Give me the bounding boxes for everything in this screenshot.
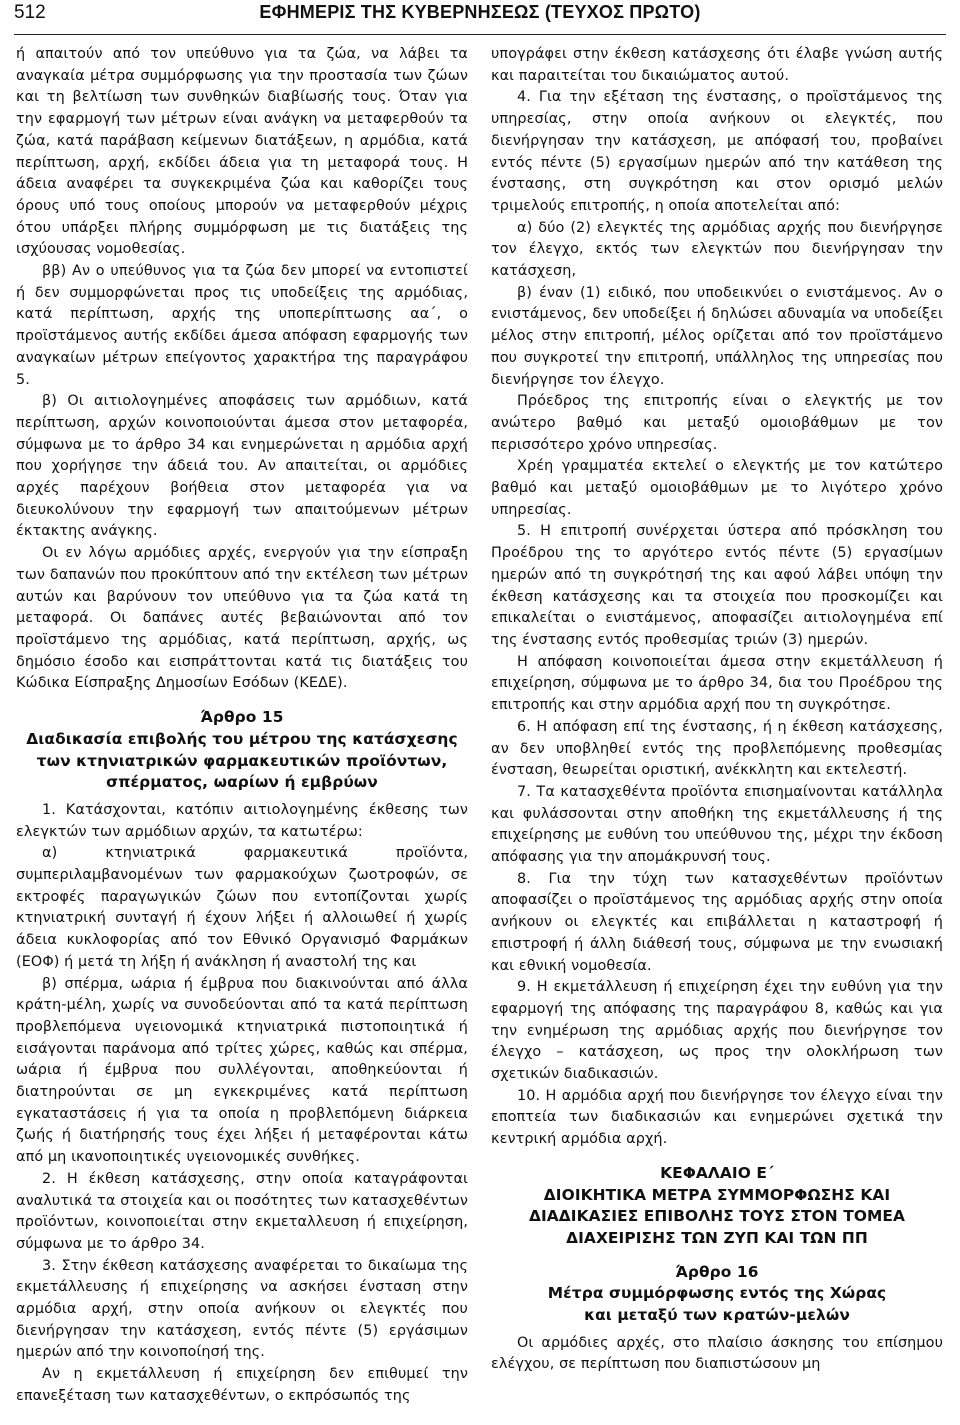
paragraph: Οι αρμόδιες αρχές, στο πλαίσιο άσκησης του επίσημου ελέγχου, σε περίπτωση που διαπιστώσουν μη: [491, 1334, 943, 1373]
paragraph: 5. Η επιτροπή συνέρχεται ύστερα από πρόσκληση του Προέδρου της το αργότερο εντός πέντε (5) εργασίμων ημερών από τη συγκρότησή της και αφού λάβει υπόψη την έκθεση κατάσχεσης και τα στοιχεία που προσκομίζει και επικαλείται ο ενιστάμενος, αποφασίζει αιτιολογημένα επί της ένστασης εντός προθεσμίας τριών (3) ημερών.: [491, 523, 943, 648]
paragraph: 2. Η έκθεση κατάσχεσης, στην οποία καταγράφονται αναλυτικά τα στοιχεία και οι ποσότητες των κατασχεθέντων προϊόντων, κοινοποιείται στην εκμεταλλευση ή επιχείρηση, σύμφωνα με το άρθρο 34.: [16, 1170, 468, 1252]
paragraph: Αν η εκμετάλλευση ή επιχείρηση δεν επιθυμεί την επανεξέταση των κατασχεθέντων, ο εκπρόσωπός της: [16, 1366, 468, 1404]
paragraph: Χρέη γραμματέα εκτελεί ο ελεγκτής με τον κατώτερο βαθμό και μεταξύ ομοιοβάθμων με το λιγότερο χρόνο υπηρεσίας.: [491, 458, 943, 518]
paragraph: Πρόεδρος της επιτροπής είναι ο ελεγκτής με τον ανώτερο βαθμό και μεταξύ ομοιοβάθμων με τον περισσότερο χρόνο υπηρεσίας.: [491, 393, 943, 453]
paragraph: 1. Κατάσχονται, κατόπιν αιτιολογημένης έκθεσης των ελεγκτών των αρμόδιων αρχών, τα κατωτέρω:: [16, 801, 468, 840]
page-number: 512: [14, 2, 46, 23]
paragraph: Η απόφαση κοινοποιείται άμεσα στην εκμετάλλευση ή επιχείρηση, σύμφωνα με το άρθρο 34, δια του Προέδρου της επιτροπής και στην αρμόδια αρχή που τη συγκρότησε.: [491, 653, 943, 714]
paragraph: 3. Στην έκθεση κατάσχεσης αναφέρεται το δικαίωμα της εκμετάλλευσης ή επιχείρησης να ασκήσει ένσταση στην αρμόδια αρχή, στην οποία ανήκουν οι ελεγκτές που διενήργησαν την κατάσχεση, εντός πέντε (5) εργάσιμων ημερών από την κοινοποίησή της.: [16, 1257, 468, 1361]
chapter-number: ΚΕΦΑΛΑΙΟ Ε΄: [660, 1163, 774, 1182]
article-title-line: Μέτρα συμμόρφωσης εντός της Χώρας: [547, 1284, 887, 1303]
paragraph: 4. Για την εξέταση της ένστασης, ο προϊστάμενος της υπηρεσίας, στην οποία ανήκουν οι ελεγκτές, που διενήργησαν την κατάσχεση, με απόφασή του, προβαίνει εντός πέντε (5) εργασίμων ημερών από την κατάθεση της ένστασης, στη συγκρότηση και στον ορισμό μελών τριμελούς επιτροπής, η οποία αποτελείται από:: [491, 89, 943, 214]
left-column: [16, 44, 468, 1408]
paragraph: Οι εν λόγω αρμόδιες αρχές, ενεργούν για την είσπραξη των δαπανών που προκύπτουν από την εκτέλεση των μέτρων αυτών και βαρύνουν τον υπεύθυνο για τα ζώα κατά τη μεταφορά. Οι δαπάνες αυτές βεβαιώνονται από τον προϊστάμενο της αρμόδιας, κατά περίπτωση, αρχής, ως δημόσιο έσοδο και εισπράττονται κατά τις διατάξεις του Κώδικα Είσπραξης Δημοσίων Εσόδων (ΚΕΔΕ).: [16, 545, 468, 692]
chapter-title-line: ΔΙΑΧΕΙΡΙΣΗΣ ΤΩΝ ΖΥΠ ΚΑΙ ΤΩΝ ΠΠ: [566, 1228, 868, 1247]
paragraph: 10. Η αρμόδια αρχή που διενήργησε τον έλεγχο είναι την εποπτεία των διαδικασιών και ενημερώνει σχετικά την κεντρική αρμόδια αρχή.: [491, 1087, 943, 1148]
paragraph: 8. Για την τύχη των κατασχεθέντων προϊόντων αποφασίζει ο προϊστάμενος της αρμόδιας αρχής στην οποία ανήκουν οι ελεγκτές και επιβάλλεται η καταστροφή ή επιστροφή ή άλλη διάθεσή τους, σύμφωνα με την ενωσιακή και εθνική νομοθεσία.: [491, 870, 943, 974]
chapter-title-line: ΔΙΑΔΙΚΑΣΙΕΣ ΕΠΙΒΟΛΗΣ ΤΟΥΣ ΣΤΟΝ ΤΟΜΕΑ: [528, 1207, 906, 1226]
page-header: [14, 0, 946, 35]
article-number: Άρθρο 15: [200, 708, 284, 727]
chapter-title-line: ΔΙΟΙΚΗΤΙΚΑ ΜΕΤΡΑ ΣΥΜΜΟΡΦΩΣΗΣ ΚΑΙ: [543, 1185, 891, 1204]
article-title-line: των κτηνιατρικών φαρμακευτικών προϊόντων,: [36, 751, 448, 770]
paragraph: 6. Η απόφαση επί της ένστασης, ή η έκθεση κατάσχεσης, αν δεν υποβληθεί εντός της προβλεπόμενης προθεσμίας ένσταση, θεωρείται οριστική, ανέκκλητη και εκτελεστή.: [491, 718, 943, 779]
paragraph: β) Οι αιτιολογημένες αποφάσεις των αρμόδιων, κατά περίπτωση, αρχών κοινοποιούνται άμεσα στον μεταφορέα, σύμφωνα με το άρθρο 34 και ενημερώνεται η αρμόδια αρχή που χορήγησε την άδειά του. Αν απαιτείται, οι αρμόδιες αρχές παρέχουν βοήθεια στον μεταφορέα για να διευκολύνουν την εφαρμογή των απαιτούμενων μέτρων έκτακτης ανάγκης.: [16, 393, 468, 540]
paragraph: α) κτηνιατρικά φαρμακευτικά προϊόντα, συμπεριλαμβανομένων των φαρμακούχων ζωοτροφών, σε εκτροφές παραγωγικών ζώων που εντοπίζονται χωρίς κτηνιατρική συνταγή ή έχουν λήξει ή αλλοιωθεί ή χωρίς άδεια κυκλοφορίας από τον Εθνικό Οργανισμό Φαρμάκων (ΕΟΦ) ή μετά τη λήξη ή ανάκληση ή αναστολή της και: [16, 845, 468, 970]
paragraph: β) έναν (1) ειδικό, που υποδεικνύει ο ενιστάμενος. Αν ο ενιστάμενος, δεν υποδείξει ή δηλώσει αδυναμία να υποδείξει μέλος στην επιτροπή, μέλος ορίζεται από τον προϊστάμενο που συγκροτεί την επιτροπή, υπάλληλος της υπηρεσίας που διενήργησε τον έλεγχο.: [491, 284, 943, 388]
article-title-line: σπέρματος, ωαρίων ή εμβρύων: [106, 773, 378, 792]
journal-title: ΕΦΗΜΕΡΙΣ ΤΗΣ ΚΥΒΕΡΝΗΣΕΩΣ (ΤΕΥΧΟΣ ΠΡΩΤΟ): [259, 2, 701, 22]
paragraph: υπογράφει στην έκθεση κατάσχεσης ότι έλαβε γνώση αυτής και παραιτείται του δικαιώματος αυτού.: [491, 46, 943, 84]
article-title-line: Διαδικασία επιβολής του μέτρου της κατάσχεσης: [26, 729, 458, 748]
paragraph: ββ) Αν ο υπεύθυνος για τα ζώα δεν μπορεί να εντοπιστεί ή δεν συμμορφώνεται προς τις υποδείξεις της αρμόδιας, κατά περίπτωση, αρχής της υποπερίπτωσης αα΄, ο προϊστάμενος αυτής εκδίδει άμεσα απόφαση εφαρμογής των αναγκαίων μέτρων επείγοντος χαρακτήρα της παραγράφου 5.: [16, 263, 468, 388]
paragraph: 7. Τα κατασχεθέντα προϊόντα επισημαίνονται κατάλληλα και φυλάσσονται στην αποθήκη της εκμετάλλευσης ή της επιχείρησης με ευθύνη του υπεύθυνου της, μέχρι την έκδοση απόφασης για την απομάκρυνσή τους.: [491, 783, 943, 866]
paragraph: 9. Η εκμετάλλευση ή επιχείρηση έχει την ευθύνη για την εφαρμογή της απόφασης της παραγράφου 8, καθώς και για την ενημέρωση της αρμόδιας αρχής που διενήργησε τον έλεγχο – κατάσχεση, ως προς την ολοκλήρωση των σχετικών διαδικασιών.: [491, 979, 943, 1083]
paragraph: ή απαιτούν από τον υπεύθυνο για τα ζώα, να λάβει τα αναγκαία μέτρα συμμόρφωσης για την προστασία των ζώων και τη βελτίωση των συνθηκών διαβίωσής τους. Όταν για την εφαρμογή των μέτρων είναι ανάγκη να μεταφερθούν τα ζώα, κατά παράβαση κείμενων διατάξεων, η αρμόδια, κατά περίπτωση, αρχή, εκδίδει άδεια για τη μεταφορά τους. Η άδεια αναφέρει τα συγκεκριμένα ζώα και καθορίζει τους όρους υπό τους οποίους μπορούν να μεταφερθούν μέχρις ότου υπάρξει πλήρης συμμόρφωση με τις διατάξεις της ισχύουσας νομοθεσίας.: [16, 46, 468, 258]
paragraph: β) σπέρμα, ωάρια ή έμβρυα που διακινούνται από άλλα κράτη-μέλη, χωρίς να συνοδεύονται από τα κατά περίπτωση προβλεπόμενα υγειονομικά κτηνιατρικά πιστοποιητικά ή εισάγονται παράνομα από τρίτες χώρες, καθώς και σπέρμα, ωάρια ή έμβρυα που συλλέγονται, αποθηκεύονται ή διατηρούνται σε μη εγκεκριμένες κατά περίπτωση εγκαταστάσεις ή για τα οποία η προβλεπόμενη διάρκεια ζωής ή διατήρησής τους έχει λήξει ή μεταφέρονται κάτω από μη ικανοποιητικές υγειονομικές συνθήκες.: [16, 975, 468, 1166]
right-column: [491, 44, 943, 1376]
article-number: Άρθρο 16: [675, 1262, 759, 1281]
article-title-line: και μεταξύ των κρατών-μελών: [584, 1306, 850, 1325]
paragraph: α) δύο (2) ελεγκτές της αρμόδιας αρχής που διενήργησε τον έλεγχο, εκτός των ελεγκτών που διενήργησαν την κατάσχεση,: [491, 219, 943, 280]
